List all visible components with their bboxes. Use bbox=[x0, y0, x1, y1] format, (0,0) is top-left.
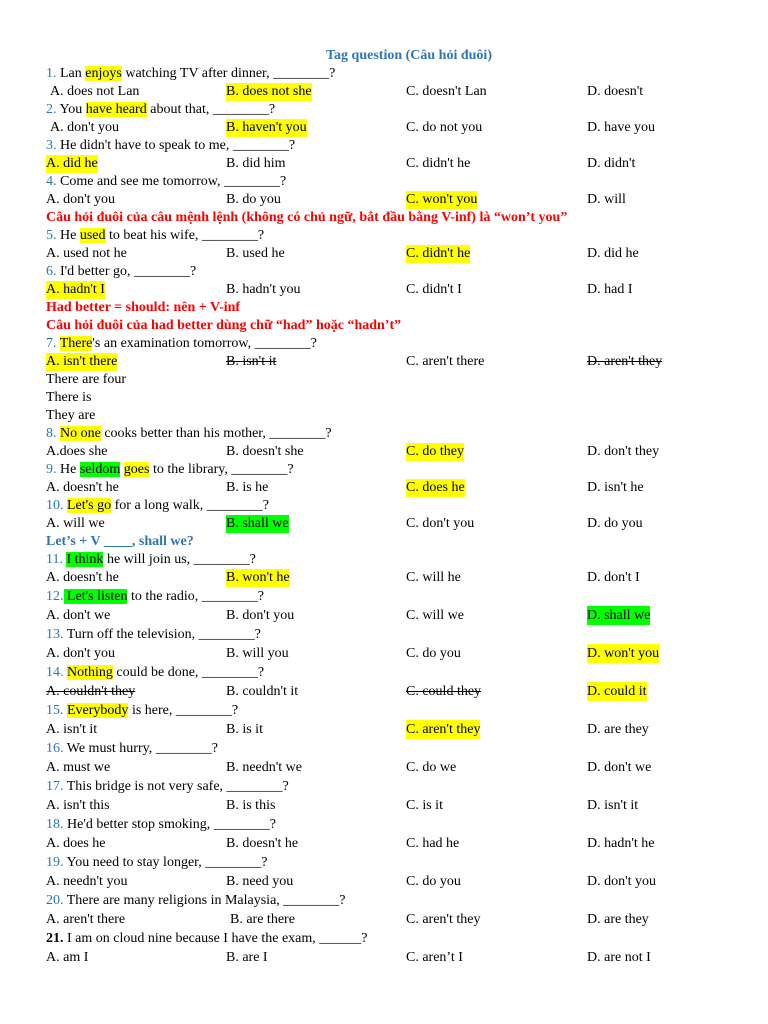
option-b: B. doesn't he bbox=[226, 836, 299, 851]
question-text: for a long walk, ________? bbox=[111, 498, 269, 513]
options-9 bbox=[46, 479, 736, 497]
option-c: C. do you bbox=[406, 646, 461, 661]
option-d: D. have you bbox=[587, 120, 656, 135]
question-text: is here, ________? bbox=[128, 703, 239, 718]
question-8 bbox=[46, 425, 736, 443]
option-b: B. need you bbox=[226, 874, 294, 889]
option-c: C. do not you bbox=[406, 120, 483, 135]
option-a: A. will we bbox=[46, 516, 105, 531]
option-a: A. isn't this bbox=[46, 798, 110, 813]
question-text: He bbox=[56, 228, 80, 243]
question-number: 2. bbox=[46, 102, 57, 117]
option-d: D. do you bbox=[587, 516, 643, 531]
option-d: D. isn't he bbox=[587, 480, 644, 495]
options-12 bbox=[46, 606, 736, 625]
option-c: C. don't you bbox=[406, 516, 475, 531]
question-20 bbox=[46, 891, 736, 910]
question-18 bbox=[46, 815, 736, 834]
option-b: B. did him bbox=[226, 156, 286, 171]
highlight: seldom bbox=[79, 462, 121, 477]
question-number: 1. bbox=[46, 66, 57, 81]
option-d: D. don't they bbox=[587, 444, 660, 459]
option-c: C. didn't I bbox=[406, 282, 462, 297]
option-a: A.does she bbox=[46, 444, 108, 459]
question-16 bbox=[46, 739, 736, 758]
question-5 bbox=[46, 227, 736, 245]
question-number: 12. bbox=[46, 589, 64, 604]
question-19 bbox=[46, 853, 736, 872]
option-b-answer: B. haven't you bbox=[226, 120, 307, 135]
option-b-answer: B. won't he bbox=[226, 570, 290, 585]
question-number: 16. bbox=[46, 741, 64, 756]
option-c-struck: C. could they bbox=[406, 684, 482, 699]
options-7 bbox=[46, 353, 736, 371]
options-21 bbox=[46, 948, 736, 967]
options-2 bbox=[46, 119, 736, 137]
option-a: A. don't we bbox=[46, 608, 111, 623]
option-c: C. had he bbox=[406, 836, 460, 851]
option-d-answer: D. could it bbox=[587, 684, 647, 699]
question-number: 10. bbox=[46, 498, 64, 513]
question-number: 7. bbox=[46, 336, 57, 351]
question-number: 6. bbox=[46, 264, 57, 279]
question-3 bbox=[46, 137, 736, 155]
highlight: Let's go bbox=[67, 498, 112, 513]
highlight: There bbox=[59, 336, 93, 351]
option-c: C. do we bbox=[406, 760, 457, 775]
note-line: There is bbox=[46, 390, 92, 405]
question-number: 19. bbox=[46, 855, 64, 870]
question-text: He'd better stop smoking, ________? bbox=[63, 817, 276, 832]
grammar-note: Had better = should: nên + V-inf bbox=[46, 300, 241, 315]
options-11 bbox=[46, 569, 736, 587]
question-12 bbox=[46, 587, 736, 606]
option-b: B. are I bbox=[226, 950, 268, 965]
highlight: goes bbox=[123, 462, 150, 477]
option-b: B. is he bbox=[226, 480, 269, 495]
option-a: A. must we bbox=[46, 760, 111, 775]
question-text: could be done, ________? bbox=[112, 665, 265, 680]
option-b: B. are there bbox=[230, 912, 295, 927]
options-20 bbox=[46, 910, 736, 929]
question-2 bbox=[46, 101, 736, 119]
option-d: D. isn't it bbox=[587, 798, 639, 813]
options-18 bbox=[46, 834, 736, 853]
option-c: C. didn't he bbox=[406, 156, 471, 171]
option-a-struck: A. couldn't they bbox=[46, 684, 136, 699]
highlight: have heard bbox=[85, 102, 147, 117]
note-line: They are bbox=[46, 408, 96, 423]
option-d: D. don't I bbox=[587, 570, 640, 585]
question-text: He bbox=[56, 462, 80, 477]
option-b: B. don't you bbox=[226, 608, 295, 623]
question-11 bbox=[46, 551, 736, 569]
question-number: 13. bbox=[46, 627, 64, 642]
option-d-answer: D. shall we bbox=[587, 608, 651, 623]
highlight: enjoys bbox=[85, 66, 122, 81]
question-1 bbox=[46, 65, 736, 83]
option-b: B. is this bbox=[226, 798, 276, 813]
option-d: D. are they bbox=[587, 722, 649, 737]
option-a: A. does not Lan bbox=[50, 84, 140, 99]
options-8 bbox=[46, 443, 736, 461]
grammar-note: Câu hỏi đuôi của câu mệnh lệnh (không có chủ ngữ, bắt đầu bằng V-inf) là “won’t you” bbox=[46, 210, 568, 225]
question-15 bbox=[46, 701, 736, 720]
question-number: 5. bbox=[46, 228, 57, 243]
option-b: B. couldn't it bbox=[226, 684, 299, 699]
options-1 bbox=[46, 83, 736, 101]
question-number: 15. bbox=[46, 703, 64, 718]
option-d: D. did he bbox=[587, 246, 639, 261]
options-6 bbox=[46, 281, 736, 299]
options-4 bbox=[46, 191, 736, 209]
option-d: D. don't we bbox=[587, 760, 652, 775]
question-text: cooks better than his mother, ________? bbox=[100, 426, 332, 441]
question-text: This bridge is not very safe, ________? bbox=[63, 779, 289, 794]
option-c: C. do you bbox=[406, 874, 461, 889]
option-a: A. am I bbox=[46, 950, 89, 965]
question-number: 18. bbox=[46, 817, 64, 832]
option-c: C. is it bbox=[406, 798, 443, 813]
option-c: C. doesn't Lan bbox=[406, 84, 487, 99]
option-c: C. aren't they bbox=[406, 912, 481, 927]
question-text: 's an examination tomorrow, ________? bbox=[92, 336, 317, 351]
option-d: D. don't you bbox=[587, 874, 657, 889]
question-number: 21. bbox=[46, 931, 64, 946]
highlight: I think bbox=[66, 552, 104, 567]
question-14 bbox=[46, 663, 736, 682]
question-text: Come and see me tomorrow, ________? bbox=[56, 174, 287, 189]
option-a: A. does he bbox=[46, 836, 106, 851]
highlight: used bbox=[79, 228, 106, 243]
note-line: There are four bbox=[46, 372, 127, 387]
question-text: watching TV after dinner, ________? bbox=[121, 66, 336, 81]
option-d: D. had I bbox=[587, 282, 633, 297]
options-13 bbox=[46, 644, 736, 663]
option-d: D. hadn't he bbox=[587, 836, 655, 851]
options-16 bbox=[46, 758, 736, 777]
question-text: to beat his wife, ________? bbox=[105, 228, 265, 243]
question-4 bbox=[46, 173, 736, 191]
option-d-struck: D. aren't they bbox=[587, 354, 663, 369]
question-number: 11. bbox=[46, 552, 63, 567]
option-b: B. needn't we bbox=[226, 760, 303, 775]
option-c-answer: C. won't you bbox=[406, 192, 478, 207]
question-number: 14. bbox=[46, 665, 64, 680]
grammar-note: Câu hỏi đuôi của had better dùng chữ “had” hoặc “hadn’t” bbox=[46, 318, 402, 333]
option-c: C. aren't there bbox=[406, 354, 485, 369]
option-d: D. are not I bbox=[587, 950, 651, 965]
question-text: I'd better go, ________? bbox=[56, 264, 197, 279]
option-c-answer: C. didn't he bbox=[406, 246, 471, 261]
grammar-note: Let’s + V ____, shall we? bbox=[46, 534, 194, 549]
options-5 bbox=[46, 245, 736, 263]
option-d: D. doesn't bbox=[587, 84, 644, 99]
question-number: 17. bbox=[46, 779, 64, 794]
options-19 bbox=[46, 872, 736, 891]
highlight: Nothing bbox=[67, 665, 113, 680]
option-a: A. don't you bbox=[46, 646, 116, 661]
question-text: You bbox=[56, 102, 86, 117]
option-a-answer: A. isn't there bbox=[46, 354, 118, 369]
option-c-answer: C. does he bbox=[406, 480, 465, 495]
highlight: Everybody bbox=[67, 703, 129, 718]
option-a: A. don't you bbox=[50, 120, 120, 135]
worksheet bbox=[46, 46, 736, 967]
question-number: 8. bbox=[46, 426, 57, 441]
option-d: D. are they bbox=[587, 912, 649, 927]
question-text: about that, ________? bbox=[146, 102, 276, 117]
highlight: No one bbox=[60, 426, 101, 441]
question-21 bbox=[46, 929, 736, 948]
question-text: Lan bbox=[56, 66, 86, 81]
option-a: A. doesn't he bbox=[46, 570, 119, 585]
option-c-answer: C. do they bbox=[406, 444, 464, 459]
options-14 bbox=[46, 682, 736, 701]
worksheet-title: Tag question (Câu hỏi đuôi) bbox=[326, 48, 492, 63]
question-9 bbox=[46, 461, 736, 479]
option-a: A. aren't there bbox=[46, 912, 126, 927]
option-c: C. will we bbox=[406, 608, 464, 623]
question-number: 20. bbox=[46, 893, 64, 908]
option-a: A. used not he bbox=[46, 246, 127, 261]
option-a-answer: A. did he bbox=[46, 156, 98, 171]
option-b-answer: B. does not she bbox=[226, 84, 312, 99]
option-a: A. isn't it bbox=[46, 722, 98, 737]
option-d: D. didn't bbox=[587, 156, 636, 171]
options-17 bbox=[46, 796, 736, 815]
question-number: 3. bbox=[46, 138, 57, 153]
question-6 bbox=[46, 263, 736, 281]
highlight: Let's listen bbox=[63, 589, 128, 604]
option-d-answer: D. won't you bbox=[587, 646, 660, 661]
question-text: Turn off the television, ________? bbox=[63, 627, 261, 642]
question-text: He didn't have to speak to me, ________? bbox=[56, 138, 296, 153]
question-10 bbox=[46, 497, 736, 515]
question-text: We must hurry, ________? bbox=[63, 741, 218, 756]
question-17 bbox=[46, 777, 736, 796]
option-a: A. needn't you bbox=[46, 874, 128, 889]
question-13 bbox=[46, 625, 736, 644]
option-a: A. doesn't he bbox=[46, 480, 119, 495]
option-a: A. don't you bbox=[46, 192, 116, 207]
option-b: B. doesn't she bbox=[226, 444, 304, 459]
question-text: to the radio, ________? bbox=[127, 589, 264, 604]
question-number: 4. bbox=[46, 174, 57, 189]
option-b: B. will you bbox=[226, 646, 289, 661]
question-text: to the library, ________? bbox=[149, 462, 294, 477]
option-d: D. will bbox=[587, 192, 626, 207]
option-b-answer: B. shall we bbox=[226, 516, 289, 531]
option-b: B. used he bbox=[226, 246, 285, 261]
question-text: There are many religions in Malaysia, ________? bbox=[63, 893, 346, 908]
option-b: B. is it bbox=[226, 722, 263, 737]
option-c: C. will he bbox=[406, 570, 461, 585]
question-text: I am on cloud nine because I have the exam, ______? bbox=[63, 931, 368, 946]
option-b: B. do you bbox=[226, 192, 281, 207]
option-b: B. hadn't you bbox=[226, 282, 301, 297]
option-c-answer: C. aren't they bbox=[406, 722, 481, 737]
question-number: 9. bbox=[46, 462, 57, 477]
question-text: he will join us, ________? bbox=[103, 552, 256, 567]
option-c: C. aren’t I bbox=[406, 950, 463, 965]
question-text: You need to stay longer, ________? bbox=[63, 855, 268, 870]
options-3 bbox=[46, 155, 736, 173]
option-a-answer: A. hadn't I bbox=[46, 282, 105, 297]
question-7 bbox=[46, 335, 736, 353]
options-15 bbox=[46, 720, 736, 739]
option-b-struck: B. isn't it bbox=[226, 354, 277, 369]
options-10 bbox=[46, 515, 736, 533]
